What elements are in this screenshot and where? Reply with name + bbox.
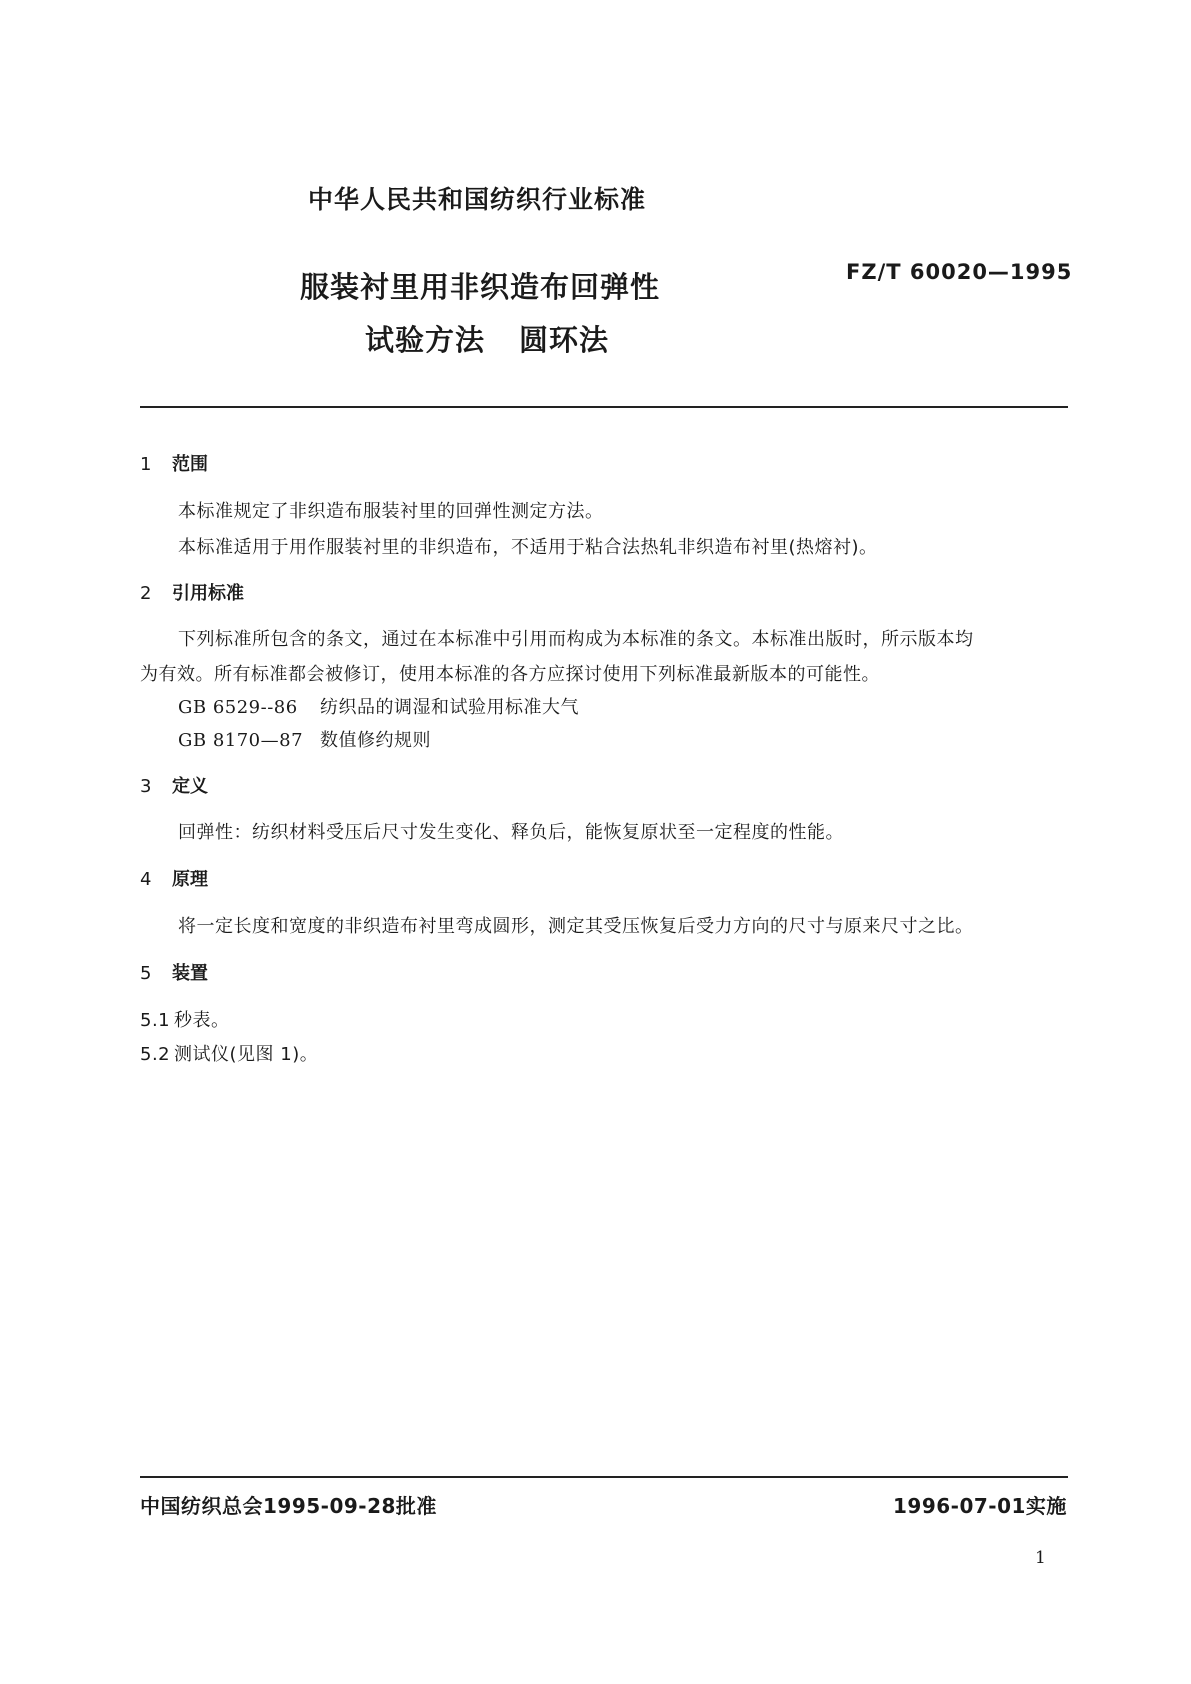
section-number: 3 (140, 776, 152, 797)
section-5-heading (140, 959, 208, 985)
section-title: 装置 (172, 963, 208, 984)
section-3-heading (140, 772, 208, 798)
section-title: 引用标准 (172, 583, 244, 604)
section-2-paragraph-line-2: 为有效。所有标准都会被修订，使用本标准的各方应探讨使用下列标准最新版本的可能性。 (140, 664, 880, 685)
organization-heading: 中华人民共和国纺织行业标准 (308, 185, 647, 214)
document-title-line1: 服装衬里用非织造布回弹性 (300, 270, 661, 304)
effective-date: 1996-07-01实施 (893, 1494, 1067, 1518)
section-4-heading (140, 865, 208, 891)
subitem-5-2 (140, 1040, 318, 1066)
section-number: 4 (140, 869, 152, 890)
approval-statement: 中国纺织总会1995-09-28批准 (140, 1494, 437, 1518)
subitem-number: 5.1 (140, 1010, 171, 1031)
reference-title: 数值修约规则 (320, 730, 431, 751)
page-number: 1 (1035, 1548, 1046, 1568)
subitem-number: 5.2 (140, 1044, 171, 1065)
title-method: 试验方法 (365, 323, 486, 357)
reference-item (178, 726, 431, 752)
section-1-paragraph-1: 本标准规定了非织造布服装衬里的回弹性测定方法。 (178, 501, 604, 522)
section-1-paragraph-2: 本标准适用于用作服装衬里的非织造布，不适用于粘合法热轧非织造布衬里(热熔衬)。 (178, 537, 878, 558)
section-1-heading (140, 450, 208, 476)
section-2-paragraph-line-1: 下列标准所包含的条文，通过在本标准中引用而构成为本标准的条文。本标准出版时，所示版本均 (178, 629, 974, 650)
header-divider (140, 406, 1068, 408)
section-number: 5 (140, 963, 152, 984)
section-number: 2 (140, 583, 152, 604)
section-title: 定义 (172, 776, 208, 797)
footer-divider (140, 1476, 1068, 1478)
subitem-text: 测试仪(见图 1)。 (174, 1044, 319, 1065)
section-2-heading (140, 579, 244, 605)
section-3-paragraph: 回弹性：纺织材料受压后尺寸发生变化、释负后，能恢复原状至一定程度的性能。 (178, 822, 844, 843)
reference-code: GB 6529--86 (178, 697, 298, 718)
section-title: 范围 (172, 454, 208, 475)
reference-code: GB 8170—87 (178, 730, 304, 751)
document-title-line2 (365, 318, 609, 359)
section-4-paragraph: 将一定长度和宽度的非织造布衬里弯成圆形，测定其受压恢复后受力方向的尺寸与原来尺寸之比。 (178, 916, 974, 937)
reference-title: 纺织品的调湿和试验用标准大气 (320, 697, 579, 718)
subitem-text: 秒表。 (174, 1010, 230, 1031)
reference-item (178, 693, 579, 719)
standard-code: FZ/T 60020—1995 (846, 260, 1073, 284)
subitem-5-1 (140, 1006, 230, 1032)
title-ring-method: 圆环法 (519, 323, 610, 357)
section-number: 1 (140, 454, 152, 475)
section-title: 原理 (172, 869, 208, 890)
